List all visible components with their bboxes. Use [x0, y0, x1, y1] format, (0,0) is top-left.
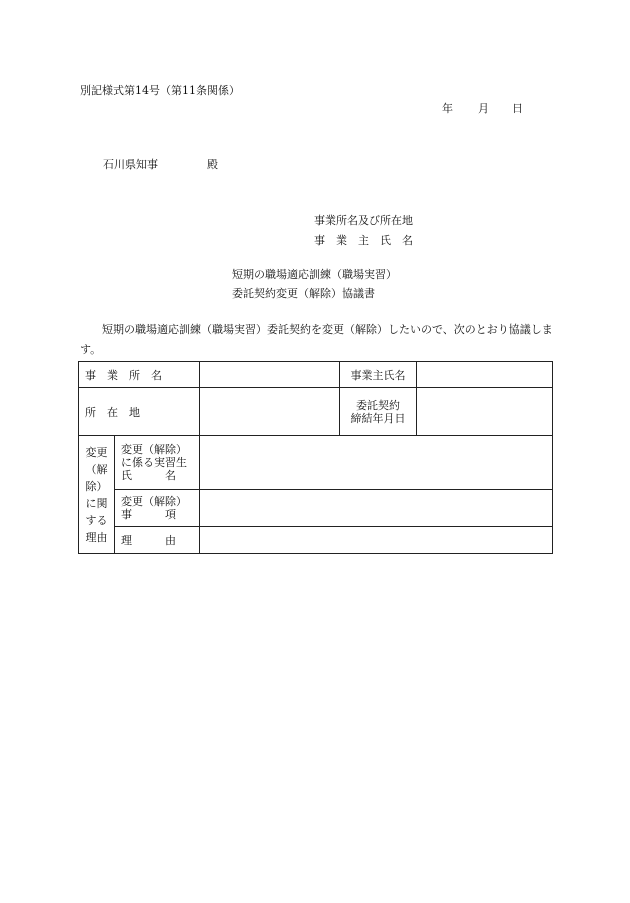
group-label-line: 変更: [85, 445, 108, 459]
date-month-label: 月: [478, 102, 489, 115]
owner-label: 事 業 主 氏 名: [314, 234, 413, 247]
trainee-label-line3: 氏 名: [121, 469, 176, 482]
body-text: 短期の職場適応訓練（職場実習）委託契約を変更（解除）したいので、次のとおり協議します。: [80, 323, 553, 356]
group-label-line: する: [85, 513, 108, 527]
trainee-label-line2: に係る実習生: [121, 456, 187, 469]
reason-field[interactable]: [200, 527, 553, 554]
business-name-field[interactable]: [200, 362, 340, 388]
trainee-name-label: [115, 436, 200, 490]
date-year-label: 年: [442, 102, 453, 115]
matter-label-line1: 変更（解除）: [121, 495, 187, 508]
addressee: 石川県知事: [103, 158, 158, 171]
matter-label-line2: 事 項: [121, 508, 176, 521]
date-day-label: 日: [512, 102, 523, 115]
owner-name-label: 事業主氏名: [340, 362, 417, 388]
location-label: 所 在 地: [79, 388, 200, 436]
document-title-line2: 委託契約変更（解除）協議書: [232, 287, 375, 300]
agreement-table: [78, 361, 553, 554]
reason-label: 理 由: [115, 527, 200, 554]
honorific: 殿: [207, 158, 218, 171]
group-label-line: （解: [85, 462, 108, 476]
trainee-label-line1: 変更（解除）: [121, 443, 187, 456]
change-matter-label: [115, 490, 200, 527]
trainee-name-field[interactable]: [200, 436, 553, 490]
change-matter-field[interactable]: [200, 490, 553, 527]
business-name-label: 事 業 所 名: [79, 362, 200, 388]
group-label-line: に関: [85, 496, 108, 510]
group-label-line: 除）: [85, 479, 108, 493]
form-number: 別記様式第14号（第11条関係）: [80, 84, 240, 97]
change-reason-group-label: [79, 436, 115, 554]
location-field[interactable]: [200, 388, 340, 436]
contract-date-field[interactable]: [417, 388, 553, 436]
document-title-line1: 短期の職場適応訓練（職場実習）: [232, 268, 397, 281]
owner-name-field[interactable]: [417, 362, 553, 388]
office-label: 事業所名及び所在地: [314, 214, 413, 227]
contract-date-label-line1: 委託契約: [356, 398, 400, 412]
contract-date-label-line2: 締結年月日: [350, 411, 406, 425]
group-label-line: 理由: [85, 530, 108, 544]
contract-date-label: [340, 388, 417, 436]
